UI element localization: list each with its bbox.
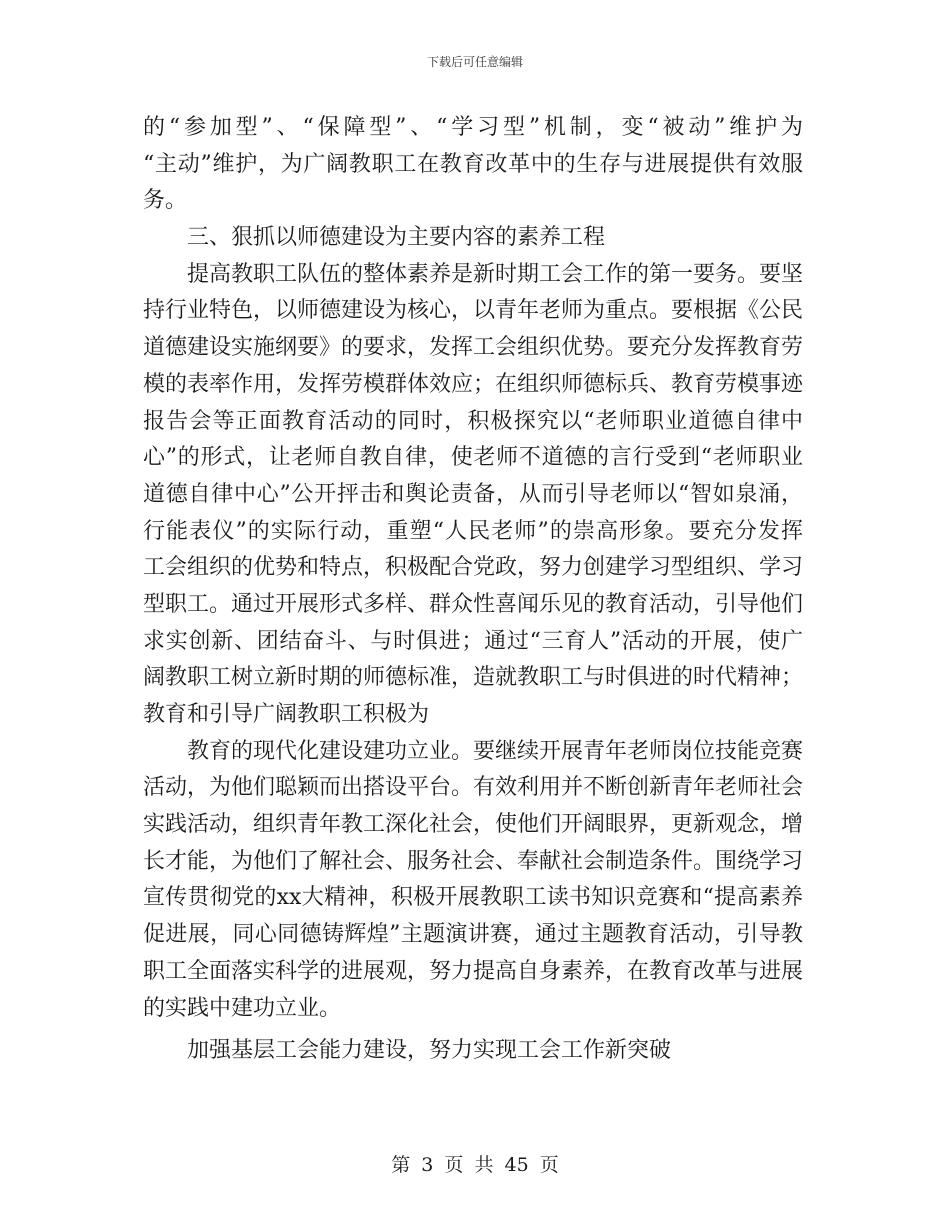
body-line: 报告会等正面教育活动的同时，积极探究以“老师职业道德自律中 [143,408,803,434]
body-line: 职工全面落实科学的进展观，努力提高自身素养，在教育改革与进展 [143,958,803,984]
body-line: 教育的现代化建设建功立业。要继续开展青年老师岗位技能竞赛 [187,738,803,764]
paragraph-quality-building [143,257,803,734]
paragraph-continuation [143,110,803,220]
body-line: 提高教职工队伍的整体素养是新时期工会工作的第一要务。要坚 [187,261,803,287]
body-line: 教育和引导广阔教职工积极为 [143,702,430,727]
body-line: 务。 [143,188,188,214]
body-line: “主动”维护，为广阔教职工在教育改革中的生存与进展提供有效服 [143,151,803,177]
body-line: 工会组织的优势和特点，积极配合党政，努力创建学习型组织、学习 [143,555,803,581]
page-number-footer: 第 3 页 共 45 页 [391,1154,559,1176]
body-line: 活动，为他们聪颖而出搭设平台。有效利用并不断创新青年老师社会 [143,775,803,801]
body-line: 加强基层工会能力建设，努力实现工会工作新突破 [187,1038,672,1064]
body-line: 道德自律中心”公开抨击和舆论责备，从而引导老师以“智如泉涌， [143,481,803,507]
section-heading-text: 三、狠抓以师德建设为主要内容的素养工程 [187,225,606,251]
section-heading [143,220,803,257]
page-header-note: 下载后可任意编辑 [426,55,523,69]
body-line: 的“参加型”、“保障型”、“学习型”机制，变“被动”维护为 [143,115,803,140]
paragraph-grassroots [143,1033,803,1070]
body-line: 持行业特色，以师德建设为核心，以青年老师为重点。要根据《公民 [143,298,803,324]
body-line: 行能表仪”的实际行动，重塑“人民老师”的崇高形象。要充分发挥 [143,518,803,544]
body-line: 模的表率作用，发挥劳模群体效应；在组织师德标兵、教育劳模事迹 [143,371,803,397]
body-line: 促进展，同心同德铸辉煌”主题演讲赛，通过主题教育活动，引导教 [143,922,803,948]
document-body [143,110,803,1070]
body-line: 的实践中建功立业。 [143,995,342,1021]
body-line: 阔教职工树立新时期的师德标准，造就教职工与时俱进的时代精神； [143,665,803,691]
body-line: 实践活动，组织青年教工深化社会，使他们开阔眼界，更新观念，增 [143,812,803,838]
body-line: 宣传贯彻党的xx大精神，积极开展教职工读书知识竞赛和“提高素养 [143,885,803,911]
body-line: 心”的形式，让老师自教自律，使老师不道德的言行受到“老师职业 [143,445,803,471]
paragraph-modernization [143,734,803,1028]
body-line: 长才能，为他们了解社会、服务社会、奉献社会制造条件。围绕学习 [143,848,803,874]
body-line: 型职工。通过开展形式多样、群众性喜闻乐见的教育活动，引导他们 [143,591,803,617]
body-line: 求实创新、团结奋斗、与时俱进；通过“三育人”活动的开展，使广 [143,628,803,654]
body-line: 道德建设实施纲要》的要求，发挥工会组织优势。要充分发挥教育劳 [143,335,803,361]
